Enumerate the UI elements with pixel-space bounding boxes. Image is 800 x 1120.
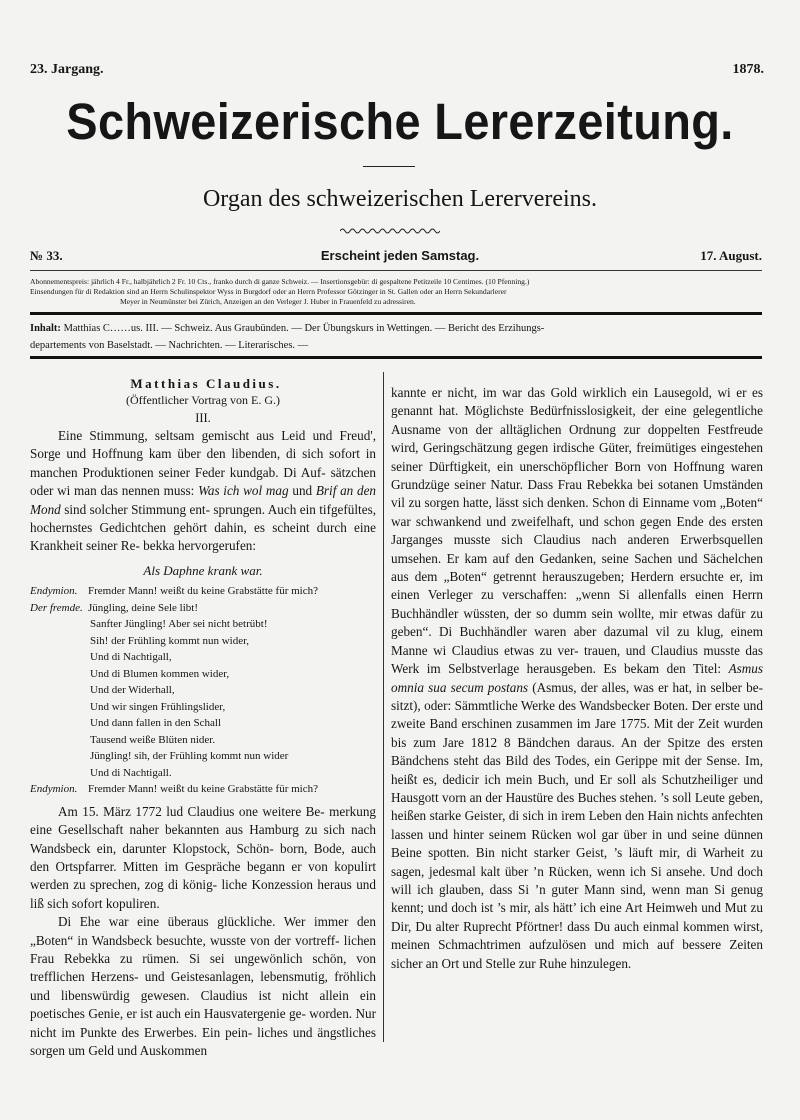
poem xyxy=(30,583,376,798)
section-number: III. xyxy=(195,411,211,425)
masthead-subtitle: Organ des schweizerischen Lerervereins. xyxy=(202,186,598,212)
poem-line: Endymion. Fremder Mann! weißt du keine Grabstätte für mich? xyxy=(30,585,319,598)
issue-number: № 33. xyxy=(30,248,63,263)
year-label: 1878. xyxy=(732,62,764,77)
poem-line: Der fremde. Jüngling, deine Sele libt! xyxy=(30,601,198,614)
poem-line: Jüngling! sih, der Frühling kommt nun wider xyxy=(90,750,289,763)
left-column xyxy=(30,376,376,1060)
poem-line: Und di Blumen kommen wider, xyxy=(90,667,230,680)
article-subtitle: (Öffentlicher Vortrag von E. G.) xyxy=(126,393,280,407)
poem-title: Als Daphne krank war. xyxy=(143,562,263,578)
paragraph: kannte er nicht, im war das Gold wirklich ein Lausegold, wi er es genannt hat. Möglichste Bedürfnisslosigkeit, der eine gelegentliche Ausname von der alltäglichen Ordnung zur doppelten Festfreude wird, Geringschätzung gegen irdische Güter, freimütiges eingestehen seiner Dürftigkeit, ein unerschöpflicher Born von Hoffnung waren Grundzüge seiner Natur. Dass Frau Rebekka bei sotanen Umständen vil zu sorgen hatte, lässt sich denken. Schon di Einname vom „Boten“ war schwankend und zweifelhaft, und schon gegen Ende des ersten Jarganges musste sich Claudius nach anderen Erwerbsquellen umsehen. Er kam auf den Gedanken, seine Sachen und Sächelchen aus dem „Boten“ getrennt herauszugeben; Herdern ersuchte er, im einen Verleger zu verschaffen: „wenn Si allenfalls einen Herrn Buchhändler wüssten, der so dumm sein wollte, mir etwas dafür zu geben“. Di Buchhändler waren aber dazumal vil zu klug, einem Manne wi Claudius etwas zu ver- trauen, und Claudius musste das Werk im Selbstverlage herausgeben. Es bekam den Titel: Asmus omnia sua secum postans (Asmus, der alles, was er hat, in selber be- sitzt), oder: Sämmtliche Werke des Wandsbecker Boten. Der erste und zweite Band erschinen zusammen im Jare 1775. Mit der Zeit wurden bis zum Jare 1812 8 Bändchen daraus. An der Spitze des ersten Bändchens steht das Bild des Todes, ein Gerippe mit der Sense. Im, heißt es, dedicir ich mein Buch, und Er soll als Schutzheiliger und Hausgott vorn an der Haustüre des Buches stehen. ’s soll Leute geben, heißen starke Geister, di sich in irem Leben den Hain nichts anfechten lassen und hinter seinem Rücken wol gar über in und seine dünnen Beine spotten. Bin nicht starker Geist, ’s läuft mir, di Warheit zu sagen, jedesmal kalt über ’n Rücken, wenn ich Si ansehe. Und doch will ich glauben, dass Si ’n guter Mann sind, wenn man Si genug kennt; und doch ist ’s mir, als hätt’ ich eine Art Heimweh und Mut zu Dir, Du alter Ruprecht Pförtner! dass Du auch einmal kommen wirst, meinen Schmachtrimen aufzulösen und mich auf bessere Zeiten sicher an Ort und Stelle zur Ruhe hinzulegen. xyxy=(391,385,764,971)
poem-line: Und der Widerhall, xyxy=(90,684,175,697)
article-title: Matthias Claudius. xyxy=(130,376,282,391)
heavy-rule xyxy=(30,356,762,359)
paragraph: Eine Stimmung, seltsam gemischt aus Leid und Freud', Sorge und Hoffnung kam über den libenden, di sich sofort in manchen Produktionen seiner Feder kundgab. Di Auf- sätzchen oder wi man das nennen muss: Was ich wol mag und Brif an den Mond sind solcher Stimmung ent- sprungen. Auch ein tifgefültes, hochernstes Gedichtchen gehört dahin, es scheint durch eine Krankheit seiner Re- bekka hervorgerufen: xyxy=(30,428,377,554)
right-column xyxy=(391,384,763,973)
header-rule xyxy=(30,270,762,271)
paragraph: Am 15. März 1772 lud Claudius one weitere Be- merkung eine Gesellschaft naher bekannten aus Hamburg zu sich nach Wandsbeck ein, darunter Klopstock, Schön- born, Bode, auch den Ortspfarrer. Mitten im Gespräche begann er von kopulirt werden zu sprechen, zog di könig- liche Konzession heraus und liß sich sofort kopuliren. xyxy=(30,803,377,911)
issue-date: 17. August. xyxy=(700,248,762,263)
paragraph: Di Ehe war eine überaus glückliche. Wer immer den „Boten“ in Wandsbeck besuchte, wusste von der vortreff- lichen Frau Rebekka zu rümen. Si sei ungewönlich schön, von trefflichen Herzens- und Geistesanlagen, lebensmutig, fröhlich und libenswürdig gewesen. Claudius ist nicht allein ein poetisches Genie, er ist auch ein Hausvatergenie ge- worden. Nur nicht im Punkte des Erwerbes. Ein pein- liches und ängstliches sorgen um Geld und Auskommen xyxy=(30,914,377,1059)
poem-line: Und wir singen Frühlingslider, xyxy=(90,700,226,713)
heavy-rule xyxy=(30,312,762,315)
poem-line: Tausend weiße Blüten nider. xyxy=(90,733,216,746)
poem-line: Und dann fallen in den Schall xyxy=(90,717,222,730)
poem-line: Sanfter Jüngling! Aber sei nicht betrübt! xyxy=(90,618,268,631)
subscription-line: Abonnementspreis: jährlich 4 Fr., halbjährlich 2 Fr. 10 Cts., franko durch di ganze Schweiz. — Insertionsgebür: di gespaltene Petitzeile 10 Centimes. (10 Pfenning.) xyxy=(30,277,530,286)
contents-line: Matthias C……us. III. — Schweiz. Aus Graubünden. — Der Übungskurs in Wettingen. — Bericht des Erzihungs- xyxy=(63,323,545,334)
poem-line: Endymion. Fremder Mann! weißt du keine Grabstätte für mich? xyxy=(30,783,319,796)
contents-line: departements von Baselstadt. — Nachrichten. — Literarisches. — xyxy=(30,340,309,351)
volume-label: 23. Jargang. xyxy=(30,62,104,77)
poem-line: Und di Nachtigall. xyxy=(90,766,172,779)
table-of-contents xyxy=(30,320,762,354)
wavy-ornament xyxy=(340,227,440,235)
contents-label: Inhalt: xyxy=(30,323,61,334)
subscription-line: Einsendungen für di Redaktion sind an Herrn Schulinspektor Wyss in Burgdorf oder an Herrn Professor Götzinger in St. Gallen oder an Herrn Sekundarlerer xyxy=(30,287,507,296)
publication-frequency: Erscheint jeden Samstag. xyxy=(320,248,480,263)
poem-line: Und di Nachtigall, xyxy=(90,651,172,664)
poem-line: Sih! der Frühling kommt nun wider, xyxy=(90,634,250,647)
masthead-title: Schweizerische Lererzeitung. xyxy=(66,93,734,150)
title-divider xyxy=(363,166,415,167)
column-divider xyxy=(383,372,384,1042)
subscription-line: Meyer in Neumünster bei Zürich, Anzeigen an den Verleger J. Huber in Frauenfeld zu adressiren. xyxy=(120,297,416,306)
